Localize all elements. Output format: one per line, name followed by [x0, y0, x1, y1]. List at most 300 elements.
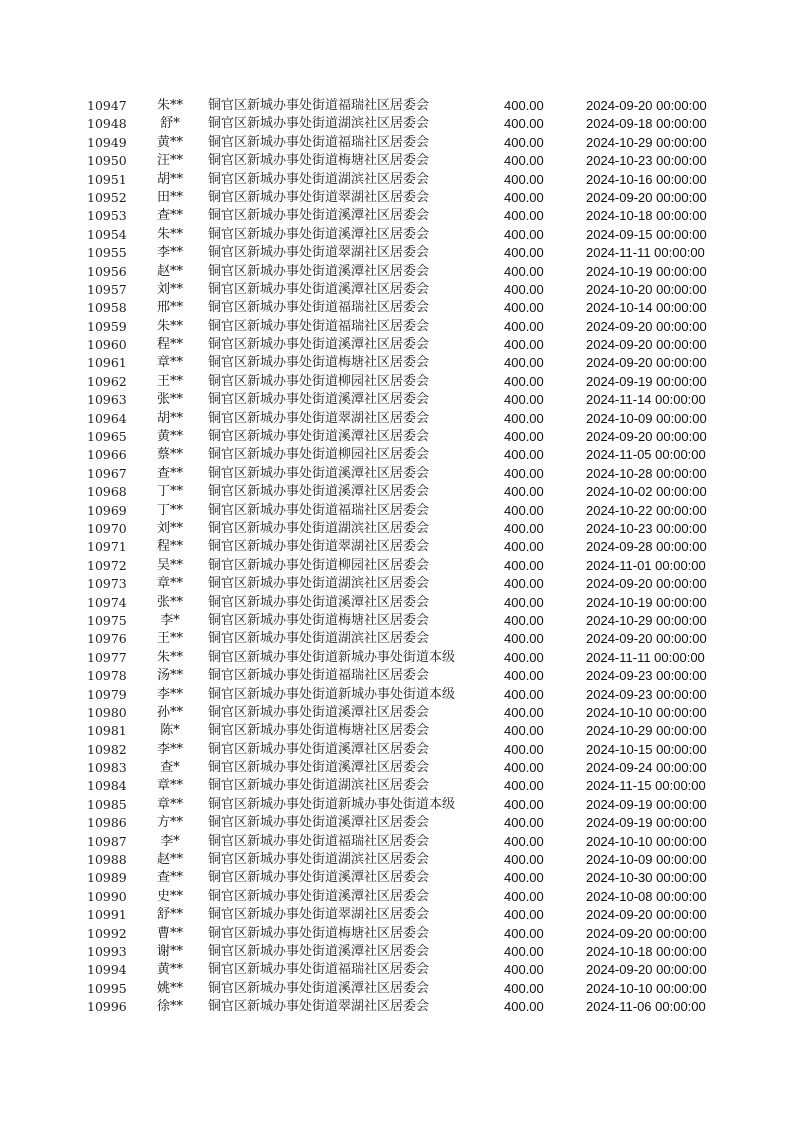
- table-row: [0, 373, 793, 391]
- person-name-cell: 朱**: [156, 98, 183, 113]
- row-id-cell: 10994: [87, 962, 127, 978]
- date-cell: 2024-09-19 00:00:00: [586, 815, 707, 831]
- row-id-cell: 10990: [87, 888, 127, 904]
- date-cell: 2024-10-15 00:00:00: [586, 741, 707, 757]
- table-row: [0, 134, 793, 152]
- person-name-cell: 陈*: [160, 723, 180, 739]
- table-row: [0, 428, 793, 446]
- row-id-cell: 10951: [87, 171, 127, 187]
- organization-cell: 铜官区新城办事处街道梅塘社区居委会: [208, 612, 430, 628]
- row-id-cell: 10965: [87, 429, 127, 445]
- date-cell: 2024-09-20 00:00:00: [586, 576, 707, 592]
- date-cell: 2024-10-19 00:00:00: [586, 594, 707, 610]
- row-id-cell: 10950: [87, 153, 127, 169]
- amount-cell: 400.00: [504, 116, 544, 132]
- table-row: [0, 115, 793, 133]
- organization-cell: 铜官区新城办事处街道溪潭社区居委会: [208, 484, 430, 500]
- table-row: [0, 888, 793, 906]
- amount-cell: 400.00: [504, 778, 544, 794]
- organization-cell: 铜官区新城办事处街道湖滨社区居委会: [208, 852, 430, 868]
- amount-cell: 400.00: [504, 796, 544, 812]
- person-name-cell: 张**: [156, 392, 183, 408]
- date-cell: 2024-11-14 00:00:00: [586, 392, 706, 408]
- row-id-cell: 10968: [87, 484, 127, 500]
- date-cell: 2024-10-20 00:00:00: [586, 281, 707, 297]
- date-cell: 2024-09-20 00:00:00: [586, 962, 707, 978]
- row-id-cell: 10957: [87, 281, 127, 297]
- organization-cell: 铜官区新城办事处街道溪潭社区居委会: [208, 263, 430, 279]
- person-name-cell: 王**: [156, 631, 183, 647]
- amount-cell: 400.00: [504, 870, 544, 886]
- person-name-cell: 赵**: [156, 852, 183, 868]
- table-row: [0, 207, 793, 225]
- amount-cell: 400.00: [504, 429, 544, 445]
- date-cell: 2024-10-09 00:00:00: [586, 852, 707, 868]
- date-cell: 2024-10-23 00:00:00: [586, 520, 707, 536]
- table-row: [0, 336, 793, 354]
- amount-cell: 400.00: [504, 686, 544, 702]
- row-id-cell: 10959: [87, 318, 127, 334]
- table-row: [0, 520, 793, 538]
- amount-cell: 400.00: [504, 245, 544, 261]
- person-name-cell: 邢**: [156, 300, 183, 316]
- amount-cell: 400.00: [504, 612, 544, 628]
- date-cell: 2024-09-18 00:00:00: [586, 116, 707, 132]
- row-id-cell: 10980: [87, 704, 127, 720]
- row-id-cell: 10985: [87, 796, 127, 812]
- table-row: [0, 686, 793, 704]
- date-cell: 2024-11-15 00:00:00: [586, 778, 706, 794]
- organization-cell: 铜官区新城办事处街道翠湖社区居委会: [208, 245, 430, 261]
- amount-cell: 400.00: [504, 539, 544, 555]
- date-cell: 2024-10-23 00:00:00: [586, 153, 707, 169]
- person-name-cell: 胡**: [156, 410, 183, 426]
- organization-cell: 铜官区新城办事处街道湖滨社区居委会: [208, 576, 430, 592]
- date-cell: 2024-10-10 00:00:00: [586, 980, 707, 996]
- table-row: [0, 649, 793, 667]
- organization-cell: 铜官区新城办事处街道福瑞社区居委会: [208, 98, 430, 113]
- table-row: [0, 354, 793, 372]
- amount-cell: 400.00: [504, 484, 544, 500]
- organization-cell: 铜官区新城办事处街道福瑞社区居委会: [208, 668, 430, 684]
- row-id-cell: 10981: [87, 723, 127, 739]
- date-cell: 2024-09-23 00:00:00: [586, 686, 707, 702]
- date-cell: 2024-09-24 00:00:00: [586, 760, 707, 776]
- row-id-cell: 10964: [87, 410, 127, 426]
- row-id-cell: 10984: [87, 778, 127, 794]
- row-id-cell: 10995: [87, 980, 127, 996]
- amount-cell: 400.00: [504, 502, 544, 518]
- row-id-cell: 10967: [87, 465, 127, 481]
- person-name-cell: 章**: [156, 796, 183, 812]
- organization-cell: 铜官区新城办事处街道溪潭社区居委会: [208, 870, 430, 886]
- date-cell: 2024-10-30 00:00:00: [586, 870, 707, 886]
- row-id-cell: 10953: [87, 208, 127, 224]
- person-name-cell: 李*: [160, 612, 180, 628]
- date-cell: 2024-11-05 00:00:00: [586, 447, 706, 463]
- person-name-cell: 程**: [156, 337, 183, 353]
- table-row: [0, 833, 793, 851]
- date-cell: 2024-10-02 00:00:00: [586, 484, 707, 500]
- date-cell: 2024-10-10 00:00:00: [586, 704, 707, 720]
- organization-cell: 铜官区新城办事处街道福瑞社区居委会: [208, 300, 430, 316]
- date-cell: 2024-09-20 00:00:00: [586, 429, 707, 445]
- person-name-cell: 李**: [156, 741, 183, 757]
- amount-cell: 400.00: [504, 943, 544, 959]
- person-name-cell: 丁**: [156, 484, 183, 500]
- organization-cell: 铜官区新城办事处街道翠湖社区居委会: [208, 907, 430, 923]
- amount-cell: 400.00: [504, 465, 544, 481]
- row-id-cell: 10979: [87, 686, 127, 702]
- date-cell: 2024-11-01 00:00:00: [586, 557, 706, 573]
- date-cell: 2024-10-29 00:00:00: [586, 723, 707, 739]
- organization-cell: 铜官区新城办事处街道福瑞社区居委会: [208, 962, 430, 978]
- organization-cell: 铜官区新城办事处街道新城办事处街道本级: [208, 649, 456, 665]
- person-name-cell: 章**: [156, 355, 183, 371]
- organization-cell: 铜官区新城办事处街道翠湖社区居委会: [208, 410, 430, 426]
- organization-cell: 铜官区新城办事处街道溪潭社区居委会: [208, 741, 430, 757]
- date-cell: 2024-10-10 00:00:00: [586, 833, 707, 849]
- amount-cell: 400.00: [504, 723, 544, 739]
- person-name-cell: 丁**: [156, 502, 183, 518]
- date-cell: 2024-10-09 00:00:00: [586, 410, 707, 426]
- table-row: [0, 943, 793, 961]
- person-name-cell: 田**: [156, 189, 183, 205]
- date-cell: 2024-10-19 00:00:00: [586, 263, 707, 279]
- organization-cell: 铜官区新城办事处街道溪潭社区居委会: [208, 226, 430, 242]
- organization-cell: 铜官区新城办事处街道新城办事处街道本级: [208, 686, 456, 702]
- table-row: [0, 465, 793, 483]
- table-row: [0, 796, 793, 814]
- person-name-cell: 查**: [156, 465, 183, 481]
- date-cell: 2024-09-20 00:00:00: [586, 318, 707, 334]
- organization-cell: 铜官区新城办事处街道湖滨社区居委会: [208, 116, 430, 132]
- amount-cell: 400.00: [504, 226, 544, 242]
- date-cell: 2024-10-08 00:00:00: [586, 888, 707, 904]
- organization-cell: 铜官区新城办事处街道湖滨社区居委会: [208, 520, 430, 536]
- table-row: [0, 244, 793, 262]
- person-name-cell: 查*: [160, 760, 180, 776]
- organization-cell: 铜官区新城办事处街道溪潭社区居委会: [208, 465, 430, 481]
- amount-cell: 400.00: [504, 907, 544, 923]
- row-id-cell: 10956: [87, 263, 127, 279]
- table-row: [0, 925, 793, 943]
- person-name-cell: 李**: [156, 245, 183, 261]
- row-id-cell: 10982: [87, 741, 127, 757]
- organization-cell: 铜官区新城办事处街道翠湖社区居委会: [208, 539, 430, 555]
- organization-cell: 铜官区新城办事处街道柳园社区居委会: [208, 557, 430, 573]
- row-id-cell: 10948: [87, 116, 127, 132]
- table-row: [0, 998, 793, 1016]
- row-id-cell: 10970: [87, 520, 127, 536]
- person-name-cell: 黄**: [156, 134, 183, 150]
- amount-cell: 400.00: [504, 208, 544, 224]
- person-name-cell: 汤**: [156, 668, 183, 684]
- organization-cell: 铜官区新城办事处街道溪潭社区居委会: [208, 980, 430, 996]
- amount-cell: 400.00: [504, 98, 544, 113]
- person-name-cell: 胡**: [156, 171, 183, 187]
- organization-cell: 铜官区新城办事处街道新城办事处街道本级: [208, 796, 456, 812]
- person-name-cell: 刘**: [156, 281, 183, 297]
- organization-cell: 铜官区新城办事处街道翠湖社区居委会: [208, 189, 430, 205]
- amount-cell: 400.00: [504, 410, 544, 426]
- row-id-cell: 10975: [87, 612, 127, 628]
- table-row: [0, 318, 793, 336]
- row-id-cell: 10996: [87, 999, 127, 1015]
- person-name-cell: 方**: [156, 815, 183, 831]
- organization-cell: 铜官区新城办事处街道溪潭社区居委会: [208, 815, 430, 831]
- date-cell: 2024-09-20 00:00:00: [586, 355, 707, 371]
- organization-cell: 铜官区新城办事处街道溪潭社区居委会: [208, 392, 430, 408]
- person-name-cell: 蔡**: [156, 447, 183, 463]
- organization-cell: 铜官区新城办事处街道溪潭社区居委会: [208, 208, 430, 224]
- amount-cell: 400.00: [504, 576, 544, 592]
- amount-cell: 400.00: [504, 355, 544, 371]
- person-name-cell: 姚**: [156, 980, 183, 996]
- date-cell: 2024-11-11 00:00:00: [586, 649, 705, 665]
- amount-cell: 400.00: [504, 925, 544, 941]
- organization-cell: 铜官区新城办事处街道溪潭社区居委会: [208, 337, 430, 353]
- date-cell: 2024-09-19 00:00:00: [586, 373, 707, 389]
- table-row: [0, 483, 793, 501]
- date-cell: 2024-10-18 00:00:00: [586, 943, 707, 959]
- organization-cell: 铜官区新城办事处街道溪潭社区居委会: [208, 704, 430, 720]
- table-row: [0, 704, 793, 722]
- date-cell: 2024-09-19 00:00:00: [586, 796, 707, 812]
- date-cell: 2024-09-20 00:00:00: [586, 925, 707, 941]
- person-name-cell: 朱**: [156, 649, 183, 665]
- organization-cell: 铜官区新城办事处街道湖滨社区居委会: [208, 631, 430, 647]
- table-row: [0, 906, 793, 924]
- person-name-cell: 刘**: [156, 520, 183, 536]
- date-cell: 2024-09-20 00:00:00: [586, 907, 707, 923]
- table-row: [0, 851, 793, 869]
- organization-cell: 铜官区新城办事处街道溪潭社区居委会: [208, 760, 430, 776]
- amount-cell: 400.00: [504, 373, 544, 389]
- person-name-cell: 谢**: [156, 943, 183, 959]
- table-row: [0, 759, 793, 777]
- organization-cell: 铜官区新城办事处街道福瑞社区居委会: [208, 134, 430, 150]
- row-id-cell: 10976: [87, 631, 127, 647]
- amount-cell: 400.00: [504, 631, 544, 647]
- date-cell: 2024-09-28 00:00:00: [586, 539, 707, 555]
- date-cell: 2024-10-29 00:00:00: [586, 134, 707, 150]
- table-row: [0, 281, 793, 299]
- row-id-cell: 10952: [87, 189, 127, 205]
- table-row: [0, 299, 793, 317]
- person-name-cell: 王**: [156, 373, 183, 389]
- table-row: [0, 391, 793, 409]
- table-row: [0, 557, 793, 575]
- date-cell: 2024-11-11 00:00:00: [586, 245, 705, 261]
- row-id-cell: 10977: [87, 649, 127, 665]
- row-id-cell: 10961: [87, 355, 127, 371]
- row-id-cell: 10988: [87, 852, 127, 868]
- organization-cell: 铜官区新城办事处街道溪潭社区居委会: [208, 888, 430, 904]
- person-name-cell: 朱**: [156, 318, 183, 334]
- organization-cell: 铜官区新城办事处街道梅塘社区居委会: [208, 925, 430, 941]
- date-cell: 2024-10-28 00:00:00: [586, 465, 707, 481]
- date-cell: 2024-10-22 00:00:00: [586, 502, 707, 518]
- row-id-cell: 10971: [87, 539, 127, 555]
- amount-cell: 400.00: [504, 760, 544, 776]
- amount-cell: 400.00: [504, 171, 544, 187]
- amount-cell: 400.00: [504, 962, 544, 978]
- row-id-cell: 10974: [87, 594, 127, 610]
- row-id-cell: 10989: [87, 870, 127, 886]
- data-table: [0, 97, 793, 1017]
- table-row: [0, 667, 793, 685]
- table-row: [0, 97, 793, 115]
- organization-cell: 铜官区新城办事处街道溪潭社区居委会: [208, 281, 430, 297]
- table-row: [0, 630, 793, 648]
- date-cell: 2024-10-29 00:00:00: [586, 612, 707, 628]
- organization-cell: 铜官区新城办事处街道湖滨社区居委会: [208, 171, 430, 187]
- amount-cell: 400.00: [504, 852, 544, 868]
- row-id-cell: 10973: [87, 576, 127, 592]
- row-id-cell: 10955: [87, 245, 127, 261]
- person-name-cell: 史**: [156, 888, 183, 904]
- amount-cell: 400.00: [504, 815, 544, 831]
- table-row: [0, 741, 793, 759]
- date-cell: 2024-10-14 00:00:00: [586, 300, 707, 316]
- person-name-cell: 查**: [156, 208, 183, 224]
- person-name-cell: 李**: [156, 686, 183, 702]
- person-name-cell: 李*: [160, 833, 180, 849]
- date-cell: 2024-09-20 00:00:00: [586, 189, 707, 205]
- person-name-cell: 汪**: [156, 153, 183, 169]
- person-name-cell: 孙**: [156, 704, 183, 720]
- table-row: [0, 189, 793, 207]
- table-row: [0, 575, 793, 593]
- table-row: [0, 814, 793, 832]
- table-row: [0, 226, 793, 244]
- organization-cell: 铜官区新城办事处街道溪潭社区居委会: [208, 429, 430, 445]
- table-row: [0, 538, 793, 556]
- person-name-cell: 张**: [156, 594, 183, 610]
- row-id-cell: 10960: [87, 337, 127, 353]
- table-row: [0, 961, 793, 979]
- table-row: [0, 171, 793, 189]
- amount-cell: 400.00: [504, 300, 544, 316]
- date-cell: 2024-10-18 00:00:00: [586, 208, 707, 224]
- person-name-cell: 舒*: [160, 116, 180, 132]
- table-row: [0, 446, 793, 464]
- date-cell: 2024-09-20 00:00:00: [586, 98, 707, 113]
- table-row: [0, 502, 793, 520]
- amount-cell: 400.00: [504, 134, 544, 150]
- person-name-cell: 曹**: [156, 925, 183, 941]
- amount-cell: 400.00: [504, 447, 544, 463]
- row-id-cell: 10963: [87, 392, 127, 408]
- organization-cell: 铜官区新城办事处街道溪潭社区居委会: [208, 943, 430, 959]
- date-cell: 2024-11-06 00:00:00: [586, 999, 706, 1015]
- date-cell: 2024-09-23 00:00:00: [586, 668, 707, 684]
- row-id-cell: 10991: [87, 907, 127, 923]
- row-id-cell: 10969: [87, 502, 127, 518]
- table-row: [0, 777, 793, 795]
- amount-cell: 400.00: [504, 520, 544, 536]
- amount-cell: 400.00: [504, 741, 544, 757]
- amount-cell: 400.00: [504, 189, 544, 205]
- table-row: [0, 722, 793, 740]
- amount-cell: 400.00: [504, 557, 544, 573]
- amount-cell: 400.00: [504, 594, 544, 610]
- row-id-cell: 10987: [87, 833, 127, 849]
- person-name-cell: 黄**: [156, 962, 183, 978]
- table-row: [0, 152, 793, 170]
- organization-cell: 铜官区新城办事处街道福瑞社区居委会: [208, 502, 430, 518]
- date-cell: 2024-09-20 00:00:00: [586, 631, 707, 647]
- amount-cell: 400.00: [504, 281, 544, 297]
- organization-cell: 铜官区新城办事处街道梅塘社区居委会: [208, 723, 430, 739]
- amount-cell: 400.00: [504, 392, 544, 408]
- row-id-cell: 10966: [87, 447, 127, 463]
- table-row: [0, 869, 793, 887]
- table-row: [0, 263, 793, 281]
- amount-cell: 400.00: [504, 153, 544, 169]
- row-id-cell: 10978: [87, 668, 127, 684]
- row-id-cell: 10972: [87, 557, 127, 573]
- organization-cell: 铜官区新城办事处街道福瑞社区居委会: [208, 318, 430, 334]
- person-name-cell: 朱**: [156, 226, 183, 242]
- organization-cell: 铜官区新城办事处街道福瑞社区居委会: [208, 833, 430, 849]
- person-name-cell: 舒**: [156, 907, 183, 923]
- person-name-cell: 赵**: [156, 263, 183, 279]
- organization-cell: 铜官区新城办事处街道湖滨社区居委会: [208, 778, 430, 794]
- amount-cell: 400.00: [504, 668, 544, 684]
- organization-cell: 铜官区新城办事处街道柳园社区居委会: [208, 373, 430, 389]
- person-name-cell: 程**: [156, 539, 183, 555]
- person-name-cell: 章**: [156, 778, 183, 794]
- table-row: [0, 980, 793, 998]
- row-id-cell: 10958: [87, 300, 127, 316]
- amount-cell: 400.00: [504, 888, 544, 904]
- organization-cell: 铜官区新城办事处街道梅塘社区居委会: [208, 355, 430, 371]
- organization-cell: 铜官区新城办事处街道翠湖社区居委会: [208, 999, 430, 1015]
- row-id-cell: 10986: [87, 815, 127, 831]
- row-id-cell: 10962: [87, 373, 127, 389]
- row-id-cell: 10947: [87, 98, 127, 113]
- table-row: [0, 410, 793, 428]
- row-id-cell: 10992: [87, 925, 127, 941]
- person-name-cell: 吴**: [156, 557, 183, 573]
- organization-cell: 铜官区新城办事处街道溪潭社区居委会: [208, 594, 430, 610]
- amount-cell: 400.00: [504, 337, 544, 353]
- person-name-cell: 黄**: [156, 429, 183, 445]
- person-name-cell: 章**: [156, 576, 183, 592]
- date-cell: 2024-09-20 00:00:00: [586, 337, 707, 353]
- row-id-cell: 10954: [87, 226, 127, 242]
- table-row: [0, 594, 793, 612]
- row-id-cell: 10993: [87, 943, 127, 959]
- amount-cell: 400.00: [504, 704, 544, 720]
- date-cell: 2024-09-15 00:00:00: [586, 226, 707, 242]
- person-name-cell: 查**: [156, 870, 183, 886]
- amount-cell: 400.00: [504, 318, 544, 334]
- row-id-cell: 10983: [87, 760, 127, 776]
- date-cell: 2024-10-16 00:00:00: [586, 171, 707, 187]
- amount-cell: 400.00: [504, 263, 544, 279]
- organization-cell: 铜官区新城办事处街道梅塘社区居委会: [208, 153, 430, 169]
- amount-cell: 400.00: [504, 649, 544, 665]
- table-row: [0, 612, 793, 630]
- amount-cell: 400.00: [504, 999, 544, 1015]
- row-id-cell: 10949: [87, 134, 127, 150]
- organization-cell: 铜官区新城办事处街道柳园社区居委会: [208, 447, 430, 463]
- person-name-cell: 徐**: [156, 999, 183, 1015]
- amount-cell: 400.00: [504, 980, 544, 996]
